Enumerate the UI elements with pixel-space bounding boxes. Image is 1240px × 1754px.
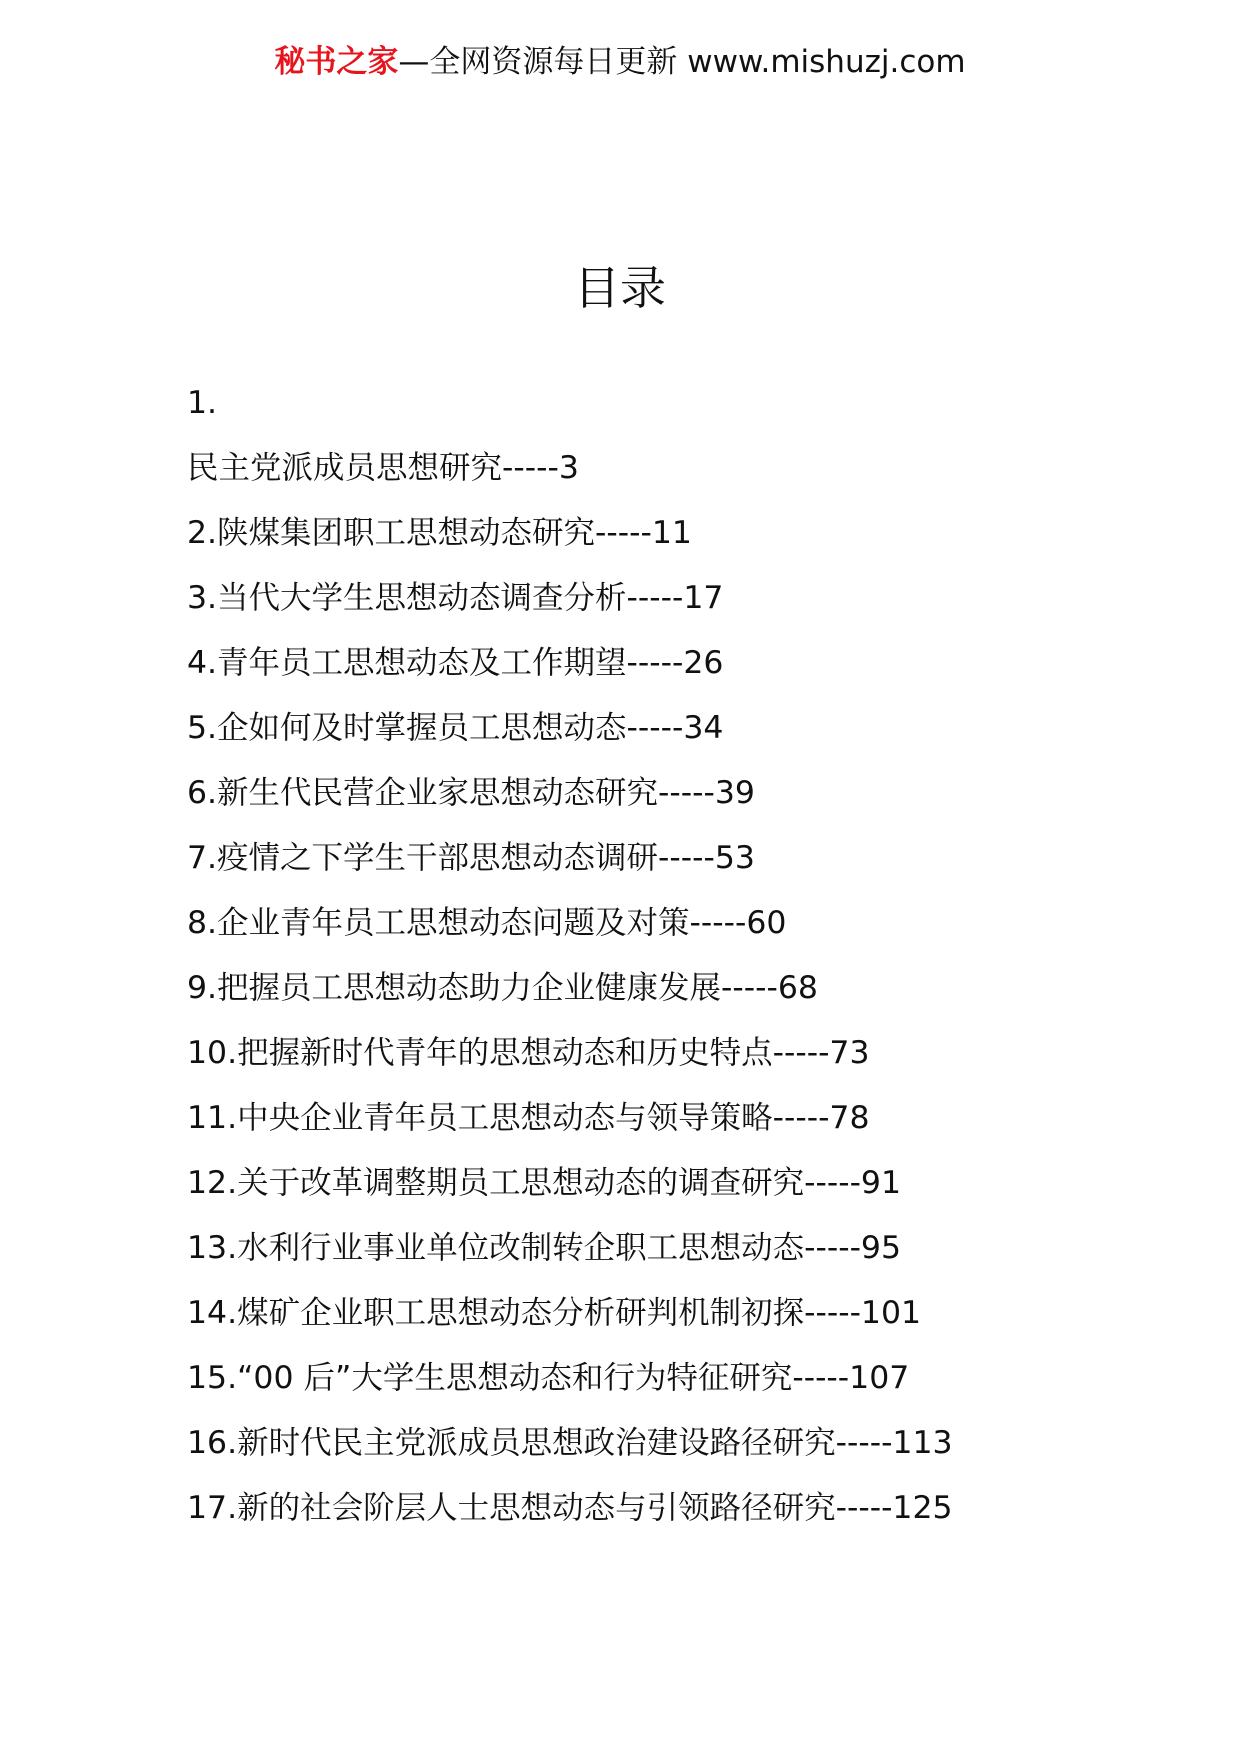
toc-item[interactable]: 2.陕煤集团职工思想动态研究-----11 [187,515,692,551]
toc-item[interactable]: 7.疫情之下学生干部思想动态调研-----53 [187,840,755,876]
header-slogan: —全网资源每日更新 www.mishuzj.com [398,44,966,80]
toc-item[interactable]: 16.新时代民主党派成员思想政治建设路径研究-----113 [187,1425,953,1461]
toc-item[interactable]: 8.企业青年员工思想动态问题及对策-----60 [187,905,787,941]
toc-item[interactable]: 14.煤矿企业职工思想动态分析研判机制初探-----101 [187,1295,922,1331]
toc-item[interactable]: 15.“00 后”大学生思想动态和行为特征研究-----107 [187,1360,910,1396]
toc-item[interactable]: 1. [187,385,218,421]
toc-item[interactable]: 17.新的社会阶层人士思想动态与引领路径研究-----125 [187,1490,953,1526]
toc-item[interactable]: 10.把握新时代青年的思想动态和历史特点-----73 [187,1035,870,1071]
toc-item[interactable]: 13.水利行业事业单位改制转企职工思想动态-----95 [187,1230,902,1266]
page-header [0,40,1240,84]
toc-item[interactable]: 12.关于改革调整期员工思想动态的调查研究-----91 [187,1165,902,1201]
page-title: 目录 [574,261,666,315]
toc-item[interactable]: 6.新生代民营企业家思想动态研究-----39 [187,775,755,811]
toc-item[interactable]: 11.中央企业青年员工思想动态与领导策略-----78 [187,1100,870,1136]
toc-item[interactable]: 4.青年员工思想动态及工作期望-----26 [187,645,724,681]
toc-item[interactable]: 3.当代大学生思想动态调查分析-----17 [187,580,724,616]
toc-item[interactable]: 9.把握员工思想动态助力企业健康发展-----68 [187,970,818,1006]
brand-name: 秘书之家 [274,44,399,80]
toc-item[interactable]: 民主党派成员思想研究-----3 [187,450,579,486]
toc-item[interactable]: 5.企如何及时掌握员工思想动态-----34 [187,710,724,746]
table-of-contents [187,377,1207,1547]
